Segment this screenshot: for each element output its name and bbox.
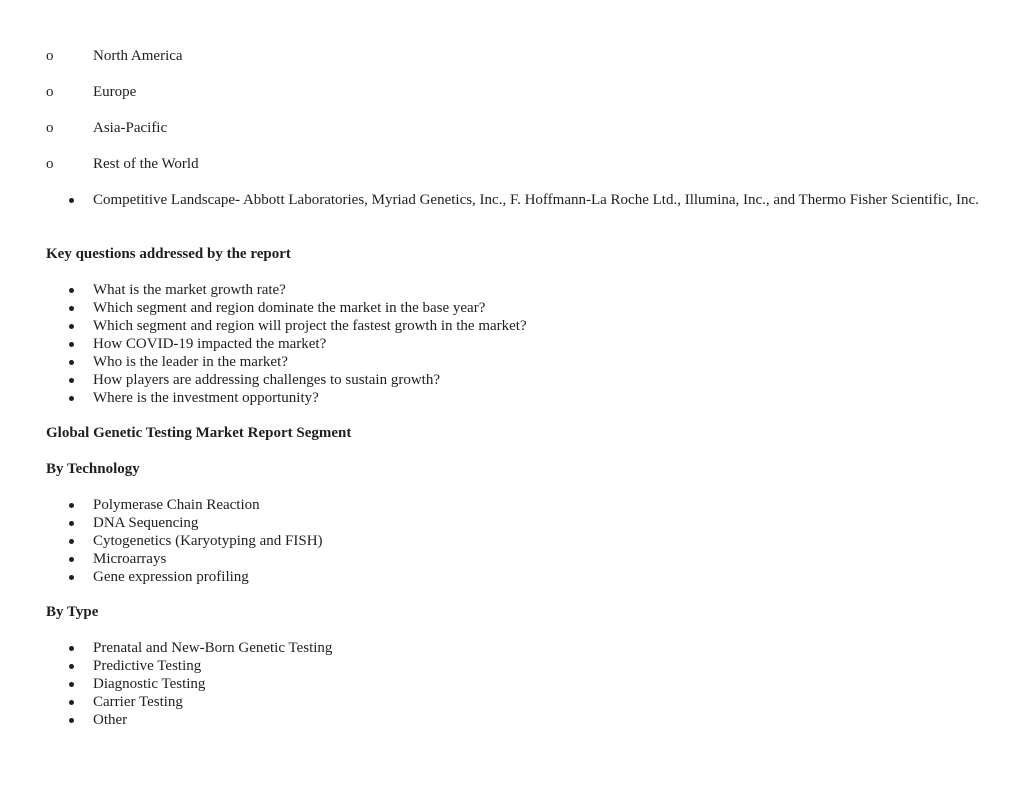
list-item xyxy=(46,639,986,657)
type-list xyxy=(46,639,986,729)
bullet-icon xyxy=(69,575,74,580)
type-text: Carrier Testing xyxy=(93,694,183,710)
bullet-icon xyxy=(69,288,74,293)
technology-list xyxy=(46,496,986,586)
list-item xyxy=(46,568,986,586)
list-item xyxy=(46,335,986,353)
bullet-icon xyxy=(69,396,74,401)
question-text: How COVID-19 impacted the market? xyxy=(93,336,327,352)
list-marker: o xyxy=(46,120,54,136)
list-item xyxy=(46,532,986,550)
list-item xyxy=(46,191,986,209)
region-label: Asia-Pacific xyxy=(93,120,168,136)
bullet-icon xyxy=(69,503,74,508)
region-item-asia-pacific xyxy=(46,119,986,137)
region-label: Rest of the World xyxy=(93,156,199,172)
list-item xyxy=(46,514,986,532)
bullet-icon xyxy=(69,682,74,687)
list-item xyxy=(46,353,986,371)
competitive-landscape-text: Competitive Landscape- Abbott Laboratories, Myriad Genetics, Inc., F. Hoffmann-La Roche Ltd., Illumina, Inc., and Thermo Fisher Scientific, Inc. xyxy=(93,192,979,208)
bullet-icon xyxy=(69,324,74,329)
bullet-icon xyxy=(69,342,74,347)
list-item xyxy=(46,317,986,335)
bullet-icon xyxy=(69,306,74,311)
technology-text: Polymerase Chain Reaction xyxy=(93,497,260,513)
bullet-icon xyxy=(69,539,74,544)
type-text: Predictive Testing xyxy=(93,658,202,674)
question-text: Where is the investment opportunity? xyxy=(93,390,319,406)
competitive-list xyxy=(46,191,986,209)
bullet-icon xyxy=(69,718,74,723)
bullet-icon xyxy=(69,360,74,365)
region-label: Europe xyxy=(93,84,137,100)
by-technology-heading: By Technology xyxy=(46,461,140,477)
list-item xyxy=(46,711,986,729)
technology-text: Gene expression profiling xyxy=(93,569,249,585)
list-item xyxy=(46,675,986,693)
bullet-icon xyxy=(69,664,74,669)
list-item xyxy=(46,281,986,299)
region-item-europe xyxy=(46,83,986,101)
question-text: What is the market growth rate? xyxy=(93,282,286,298)
list-marker: o xyxy=(46,156,54,172)
bullet-icon xyxy=(69,378,74,383)
bullet-icon xyxy=(69,646,74,651)
list-marker: o xyxy=(46,48,54,64)
technology-text: Cytogenetics (Karyotyping and FISH) xyxy=(93,533,323,549)
list-item xyxy=(46,657,986,675)
list-item xyxy=(46,693,986,711)
bullet-icon xyxy=(69,700,74,705)
region-item-north-america xyxy=(46,47,986,65)
region-item-rest-of-world xyxy=(46,155,986,173)
segment-heading: Global Genetic Testing Market Report Segment xyxy=(46,425,352,441)
question-text: Which segment and region dominate the market in the base year? xyxy=(93,300,486,316)
type-text: Other xyxy=(93,712,128,728)
list-item xyxy=(46,299,986,317)
list-item xyxy=(46,389,986,407)
bullet-icon xyxy=(69,557,74,562)
key-questions-heading: Key questions addressed by the report xyxy=(46,246,291,262)
list-marker: o xyxy=(46,84,54,100)
question-text: How players are addressing challenges to sustain growth? xyxy=(93,372,440,388)
technology-text: Microarrays xyxy=(93,551,167,567)
type-text: Diagnostic Testing xyxy=(93,676,206,692)
question-text: Which segment and region will project the fastest growth in the market? xyxy=(93,318,527,334)
list-item xyxy=(46,496,986,514)
list-item xyxy=(46,371,986,389)
bullet-icon xyxy=(69,198,74,203)
technology-text: DNA Sequencing xyxy=(93,515,199,531)
by-type-heading: By Type xyxy=(46,604,99,620)
type-text: Prenatal and New-Born Genetic Testing xyxy=(93,640,333,656)
bullet-icon xyxy=(69,521,74,526)
question-text: Who is the leader in the market? xyxy=(93,354,288,370)
region-label: North America xyxy=(93,48,183,64)
key-questions-list xyxy=(46,281,986,407)
list-item xyxy=(46,550,986,568)
